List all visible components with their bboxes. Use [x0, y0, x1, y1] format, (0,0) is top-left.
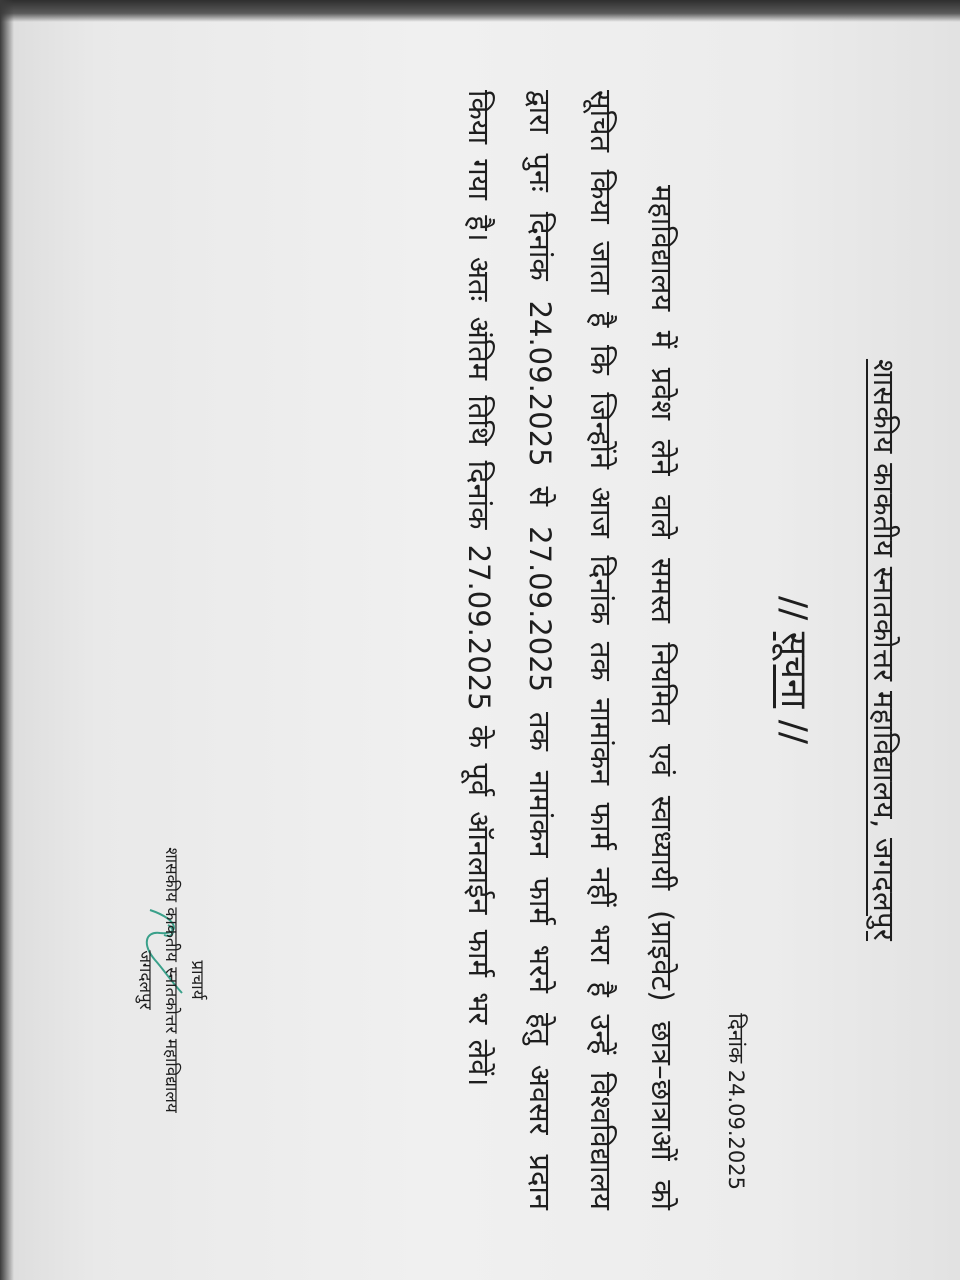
signature-block	[132, 760, 210, 1200]
signature-title: प्राचार्य	[187, 960, 207, 1000]
signature-institution: शासकीय काकतीय स्नातकोत्तर महाविद्यालय	[161, 847, 181, 1113]
notice-date: दिनांक 24.09.2025	[724, 1013, 748, 1190]
signature-city: जगदलपुर	[135, 950, 155, 1010]
notice-body: महाविद्यालय में प्रवेश लेने वाले समस्त नियमित एवं स्वाध्यायी (प्राइवेट) छात्र–छात्राओं को सूचित किया जाता है कि जिन्होंने आज दिनांक तक नामांकन फार्म नहीं भरा है उन्हें विश्वविद्यालय द्वारा पुनः दिनांक 24.09.2025 से 27.09.2025 तक नामांकन फार्म भरने हेतु अवसर प्रदान किया गया है। अतः अंतिम तिथि दिनांक 27.09.2025 के पूर्व ऑनलाईन फार्म भर लेवें।	[462, 90, 679, 1210]
subject-suffix: //	[773, 719, 814, 744]
notice-subject	[771, 540, 820, 800]
subject-title: सूचना	[773, 631, 814, 709]
college-heading: शासकीय काकतीय स्नातकोत्तर महाविद्यालय, जगदलपुर	[867, 358, 901, 942]
subject-prefix: //	[773, 596, 814, 621]
